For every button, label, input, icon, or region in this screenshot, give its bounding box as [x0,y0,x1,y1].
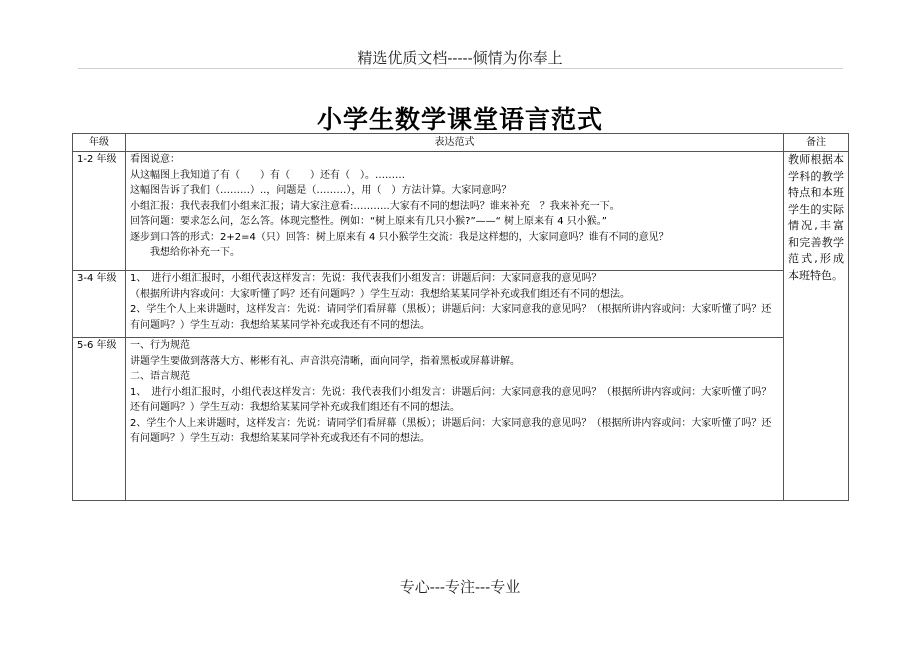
grade-cell: 1-2 年级 [73,152,126,271]
text-paragraph: 2、学生个人上来讲题时，这样发言：先说：请同学们看屏幕（黑板）；讲题后问：大家同意我的意见吗？（根据所讲内容或问：大家听懂了吗？还有问题吗？）学生互动：我想给某某同学补充或我还有不同的想法。 [130,417,772,444]
text-line: 从这幅图上我知道了有（ ）有（ ）还有（ ）。……… [130,169,405,181]
text-line: 回答问题：要求怎么问，怎么答。体现完整性。例如：“树上原来有几只小猴?”——“ 树上原来有 4 只小猴。” [130,216,607,227]
table-row-grade-5-6 [73,338,849,501]
page-footer: 专心---专注---专业 [399,578,521,596]
text-paragraph: 2、学生个人上来讲题时，这样发言：先说：请同学们看屏幕（黑板）；讲题后问：大家同意我的意见吗？（根据所讲内容或问：大家听懂了吗？还有问题吗？）学生互动：我想给某某同学补充或我还有不同的想法。 [130,304,772,331]
expression-cell [126,152,784,271]
text-line: 逐步到口答的形式：2+2=4（只）回答：树上原来有 4 只小猴学生交流：我是这样想的，大家同意吗？谁有不同的意见？ [130,231,669,243]
text-line: （根据所讲内容或问：大家听懂了吗？还有问题吗？）学生互动：我想给某某同学补充或我们组还有不同的想法。 [130,288,630,300]
table-row-grade-3-4 [73,271,849,338]
grade-cell: 5-6 年级 [73,338,126,501]
document-title: 小学生数学课堂语言范式 [316,105,603,134]
text-line: 这幅图告诉了我们（………）..，问题是（………），用（ ）方法计算。大家同意吗？ [130,185,512,196]
expression-cell [126,271,784,338]
table-row-grade-1-2 [73,152,849,271]
header-remark: 备注 [784,134,849,152]
text-paragraph: 1、 进行小组汇报时，小组代表这样发言：先说：我代表我们小组发言：讲题后问：大家同意我的意见吗？（根据所讲内容或问：大家听懂了吗？还有问题吗？）学生互动：我想给某某同学补充或我们组还有不同的想法。 [130,386,772,413]
header-expression: 表达范式 [126,134,784,152]
running-header: 精选优质文档-----倾情为你奉上 [357,49,563,67]
table-header-row [73,134,849,152]
header-grade: 年级 [73,134,126,152]
language-paradigm-table [72,133,849,501]
grade-cell: 3-4 年级 [73,271,126,338]
remark-cell: 教师根据本学科的教学特点和本班学生的实际情况,丰富和完善教学范式,形成本班特色。 [784,152,849,501]
text-line: 二、语言规范 [130,371,190,382]
header-divider [78,68,843,69]
text-line: 我想给你补充一下。 [150,247,240,258]
text-line: 看图说意： [130,154,180,165]
text-line: 小组汇报：我代表我们小组来汇报；请大家注意看:………..大家有不同的想法吗？谁来补充 ？我来补充一下。 [130,200,620,212]
expression-cell [126,338,784,501]
text-line: 1、 进行小组汇报时，小组代表这样发言：先说：我代表我们小组发言：讲题后问：大家同意我的意见吗？ [130,273,602,284]
text-line: 一、行为规范 [130,340,190,351]
text-line: 讲题学生要做到落落大方、彬彬有礼、声音洪亮清晰，面向同学，指着黑板或屏幕讲解。 [130,355,520,367]
